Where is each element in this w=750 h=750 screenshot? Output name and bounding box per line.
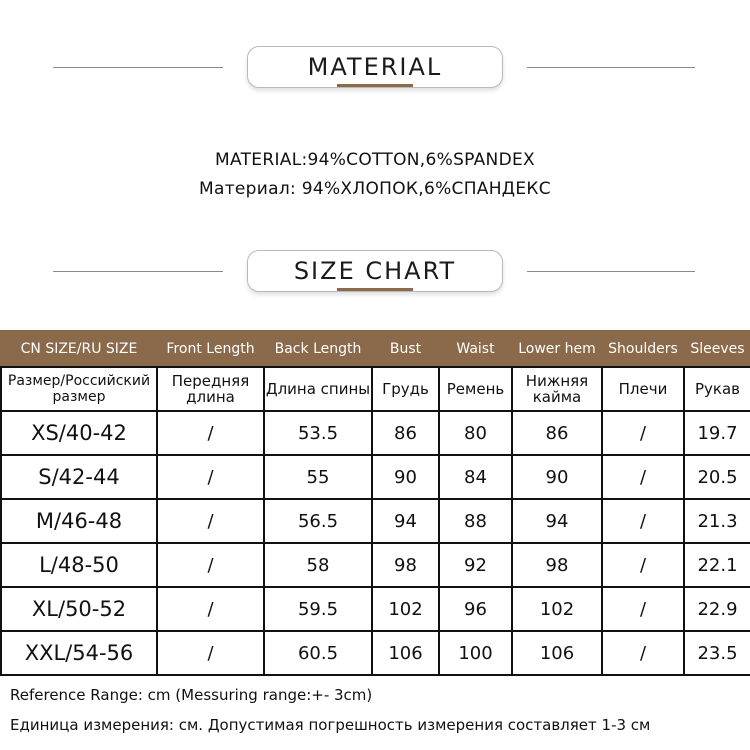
header-waist: Waist <box>439 331 512 367</box>
cell-bust: 86 <box>372 411 439 455</box>
cell-size: S/42-44 <box>1 455 157 499</box>
cell-bust: 102 <box>372 587 439 631</box>
header-front-length: Front Length <box>157 331 264 367</box>
table-header-ru <box>1 367 750 411</box>
cell-back-length: 55 <box>264 455 372 499</box>
table-row <box>1 411 750 455</box>
cell-waist: 88 <box>439 499 512 543</box>
size-chart-table <box>0 330 750 676</box>
divider-left <box>53 271 223 272</box>
header-shoulders: Shoulders <box>602 331 684 367</box>
cell-front-length: / <box>157 631 264 675</box>
reference-range-note-ru: Единица измерения: см. Допустимая погрешность измерения составляет 1-3 см <box>10 716 651 734</box>
cell-lower-hem: 98 <box>512 543 602 587</box>
cell-size: L/48-50 <box>1 543 157 587</box>
cell-back-length: 60.5 <box>264 631 372 675</box>
cell-sleeves: 19.7 <box>684 411 750 455</box>
cell-size: XS/40-42 <box>1 411 157 455</box>
header-ru-lower-hem: Нижняя кайма <box>512 367 602 411</box>
header-ru-waist: Ремень <box>439 367 512 411</box>
divider-right <box>527 67 695 68</box>
material-section-header <box>0 46 750 96</box>
header-size: CN SIZE/RU SIZE <box>1 331 157 367</box>
cell-back-length: 53.5 <box>264 411 372 455</box>
table-row <box>1 455 750 499</box>
cell-sleeves: 21.3 <box>684 499 750 543</box>
table-row <box>1 543 750 587</box>
cell-shoulders: / <box>602 631 684 675</box>
reference-range-note-en: Reference Range: cm (Messuring range:+- 3cm) <box>10 686 373 704</box>
cell-size: M/46-48 <box>1 499 157 543</box>
cell-waist: 80 <box>439 411 512 455</box>
table-header-en <box>1 331 750 367</box>
cell-lower-hem: 86 <box>512 411 602 455</box>
cell-shoulders: / <box>602 543 684 587</box>
cell-back-length: 59.5 <box>264 587 372 631</box>
material-composition-en: MATERIAL:94%COTTON,6%SPANDEX <box>215 150 535 170</box>
cell-shoulders: / <box>602 587 684 631</box>
cell-lower-hem: 102 <box>512 587 602 631</box>
header-bust: Bust <box>372 331 439 367</box>
cell-size: XL/50-52 <box>1 587 157 631</box>
divider-right <box>527 271 695 272</box>
header-ru-size: Размер/Российский размер <box>1 367 157 411</box>
cell-lower-hem: 94 <box>512 499 602 543</box>
cell-shoulders: / <box>602 499 684 543</box>
cell-bust: 98 <box>372 543 439 587</box>
material-title: MATERIAL <box>247 46 503 88</box>
cell-sleeves: 23.5 <box>684 631 750 675</box>
size-chart-section-header <box>0 250 750 300</box>
table-row <box>1 631 750 675</box>
cell-size: XXL/54-56 <box>1 631 157 675</box>
cell-shoulders: / <box>602 411 684 455</box>
header-sleeves: Sleeves <box>684 331 750 367</box>
cell-sleeves: 22.1 <box>684 543 750 587</box>
material-composition-ru: Материал: 94%ХЛОПОК,6%СПАНДЕКС <box>199 179 551 199</box>
cell-front-length: / <box>157 587 264 631</box>
cell-front-length: / <box>157 499 264 543</box>
cell-bust: 106 <box>372 631 439 675</box>
title-underline-accent <box>337 84 413 87</box>
divider-left <box>53 67 223 68</box>
cell-front-length: / <box>157 411 264 455</box>
cell-sleeves: 20.5 <box>684 455 750 499</box>
size-chart-title: SIZE CHART <box>247 250 503 292</box>
cell-shoulders: / <box>602 455 684 499</box>
cell-waist: 96 <box>439 587 512 631</box>
header-ru-front-length: Передняя длина <box>157 367 264 411</box>
header-ru-back-length: Длина спины <box>264 367 372 411</box>
header-lower-hem: Lower hem <box>512 331 602 367</box>
cell-back-length: 58 <box>264 543 372 587</box>
cell-waist: 84 <box>439 455 512 499</box>
cell-waist: 100 <box>439 631 512 675</box>
cell-bust: 90 <box>372 455 439 499</box>
cell-front-length: / <box>157 543 264 587</box>
header-ru-shoulders: Плечи <box>602 367 684 411</box>
cell-waist: 92 <box>439 543 512 587</box>
header-back-length: Back Length <box>264 331 372 367</box>
cell-back-length: 56.5 <box>264 499 372 543</box>
title-underline-accent <box>337 288 413 291</box>
table-row <box>1 499 750 543</box>
cell-sleeves: 22.9 <box>684 587 750 631</box>
header-ru-bust: Грудь <box>372 367 439 411</box>
table-row <box>1 587 750 631</box>
cell-front-length: / <box>157 455 264 499</box>
cell-lower-hem: 106 <box>512 631 602 675</box>
cell-bust: 94 <box>372 499 439 543</box>
cell-lower-hem: 90 <box>512 455 602 499</box>
header-ru-sleeves: Рукав <box>684 367 750 411</box>
